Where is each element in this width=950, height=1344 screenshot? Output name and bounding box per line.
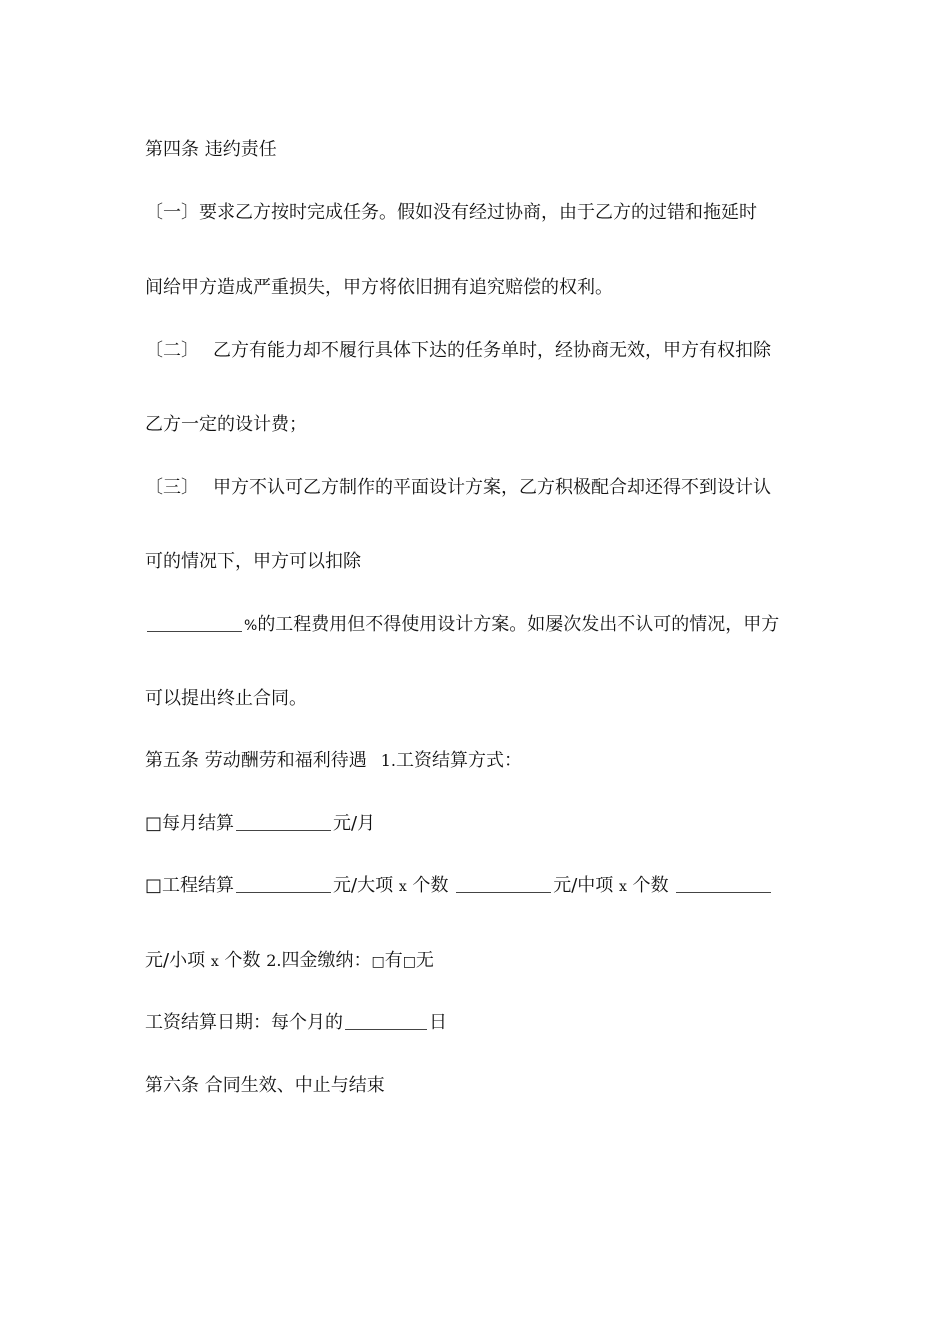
count-label-3: 个数: [224, 950, 261, 971]
article4-item2-line2: [145, 413, 307, 437]
article4-item3-prefix: 〔三〕: [145, 477, 199, 498]
article5-title-text: 第五条 劳动酬劳和福利待遇: [145, 750, 367, 771]
yes-label: 有: [384, 950, 403, 971]
percent-blank[interactable]: [147, 613, 242, 632]
pay-date-label: 工资结算日期：每个月的: [145, 1012, 343, 1033]
article4-item2-text: 乙方有能力却不履行具体下达的任务单时，经协商无效，甲方有权扣除: [213, 340, 771, 361]
article5-sub2-text: 四金缴纳：: [281, 950, 372, 971]
pay-date-blank[interactable]: [345, 1011, 427, 1030]
monthly-settlement-line: [145, 812, 375, 836]
article4-item3-line2: [145, 550, 361, 574]
monthly-checkbox[interactable]: □: [145, 813, 163, 834]
project-label: 工程结算: [162, 875, 235, 896]
small-item-line: [145, 949, 434, 974]
article4-title: [145, 138, 277, 162]
article4-item3-text: 甲方不认可乙方制作的平面设计方案，乙方积极配合却还得不到设计认: [213, 477, 771, 498]
no-label: 无: [415, 950, 434, 971]
multiply-x-1: x: [398, 879, 407, 895]
article4-item1-text-cont: 间给甲方造成严重损失，甲方将依旧拥有追究赔偿的权利。: [145, 277, 613, 298]
percent-sign: %: [244, 618, 258, 634]
article6-title: [145, 1074, 385, 1098]
no-checkbox[interactable]: □: [402, 954, 416, 970]
article4-item2-text-cont: 乙方一定的设计费；: [145, 414, 307, 435]
large-item-amount-blank[interactable]: [236, 874, 331, 893]
project-settlement-line: [145, 874, 773, 899]
multiply-x-3: x: [210, 954, 219, 970]
small-item-unit: 元/小项: [145, 950, 206, 971]
large-item-unit: 元/大项: [333, 875, 394, 896]
monthly-unit: 元/月: [333, 813, 376, 834]
medium-item-unit: 元/中项: [553, 875, 614, 896]
count-label-1: 个数: [412, 875, 449, 896]
article5-sub2-number: 2.: [266, 951, 282, 970]
article4-item3-line1: [145, 476, 771, 500]
medium-item-amount-blank[interactable]: [456, 874, 551, 893]
multiply-x-2: x: [619, 879, 627, 895]
count-label-2: 个数: [632, 875, 669, 896]
article4-item3-text-cont2: 的工程费用但不得使用设计方案。如屡次发出不认可的情况，甲方: [257, 614, 780, 635]
pay-date-unit: 日: [429, 1012, 447, 1033]
article4-item1-line1: [145, 201, 757, 225]
article4-item2-line1: [145, 339, 771, 363]
project-checkbox[interactable]: □: [145, 875, 163, 896]
article6-title-text: 第六条 合同生效、中止与结束: [145, 1075, 385, 1096]
article5-title: [145, 749, 522, 773]
article4-title-text: 第四条 违约责任: [145, 139, 277, 160]
yes-checkbox[interactable]: □: [371, 954, 385, 970]
article4-item3-line4: [145, 687, 307, 711]
article4-item1-line2: [145, 276, 613, 300]
article4-item3-text-cont3: 可以提出终止合同。: [145, 688, 307, 709]
article4-item1-text: 〔一〕要求乙方按时完成任务。假如没有经过协商，由于乙方的过错和拖延时: [145, 202, 757, 223]
monthly-label: 每月结算: [162, 813, 235, 834]
article5-sub1-number: 1.: [380, 751, 396, 770]
article5-sub1-text: 工资结算方式：: [396, 750, 522, 771]
article4-item2-prefix: 〔二〕: [145, 340, 199, 361]
small-item-amount-blank[interactable]: [676, 874, 771, 893]
article4-item3-line3: [145, 613, 779, 638]
monthly-amount-blank[interactable]: [236, 812, 331, 831]
article4-item3-text-cont: 可的情况下，甲方可以扣除: [145, 551, 361, 572]
pay-date-line: [145, 1011, 447, 1035]
